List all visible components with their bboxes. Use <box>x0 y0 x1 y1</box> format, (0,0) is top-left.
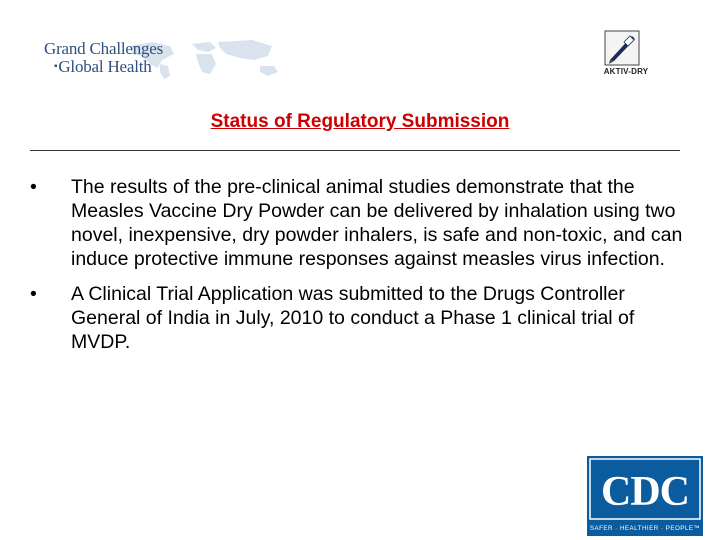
svg-text:CDC: CDC <box>601 469 689 515</box>
bullet-icon: • <box>30 283 37 305</box>
grand-challenges-wordmark <box>44 40 163 76</box>
bullet-text: The results of the pre-clinical animal studies demonstrate that the Measles Vaccine Dry Powder can be delivered by inhalation using two novel, inexpensive, dry powder inhalers, is safe and non-toxic, and can induce protective immune responses against measles virus infection. <box>71 176 683 270</box>
logo-dot-icon: ▪ <box>54 61 58 72</box>
logo-text-line1: Grand Challenges <box>44 39 164 58</box>
bullet-item <box>30 282 690 354</box>
bullet-icon: • <box>30 176 37 198</box>
bullet-text: A Clinical Trial Application was submitted to the Drugs Controller General of India in July, 2010 to conduct a Phase 1 clinical trial of MVDP. <box>71 283 635 353</box>
aktiv-dry-emblem-icon <box>604 30 640 66</box>
bullet-list <box>30 175 690 365</box>
bullet-item <box>30 175 690 271</box>
title-divider <box>30 150 680 151</box>
logo-text-line2: Global Health <box>58 57 152 76</box>
grand-challenges-logo <box>44 38 254 80</box>
aktiv-dry-label: AKTIV-DRY <box>603 67 649 76</box>
svg-text:SAFER · HEALTHIER · PEOPLE™: SAFER · HEALTHIER · PEOPLE™ <box>589 525 701 532</box>
aktiv-dry-logo <box>596 30 656 80</box>
cdc-logo <box>587 456 703 536</box>
slide-title: Status of Regulatory Submission <box>210 111 510 132</box>
